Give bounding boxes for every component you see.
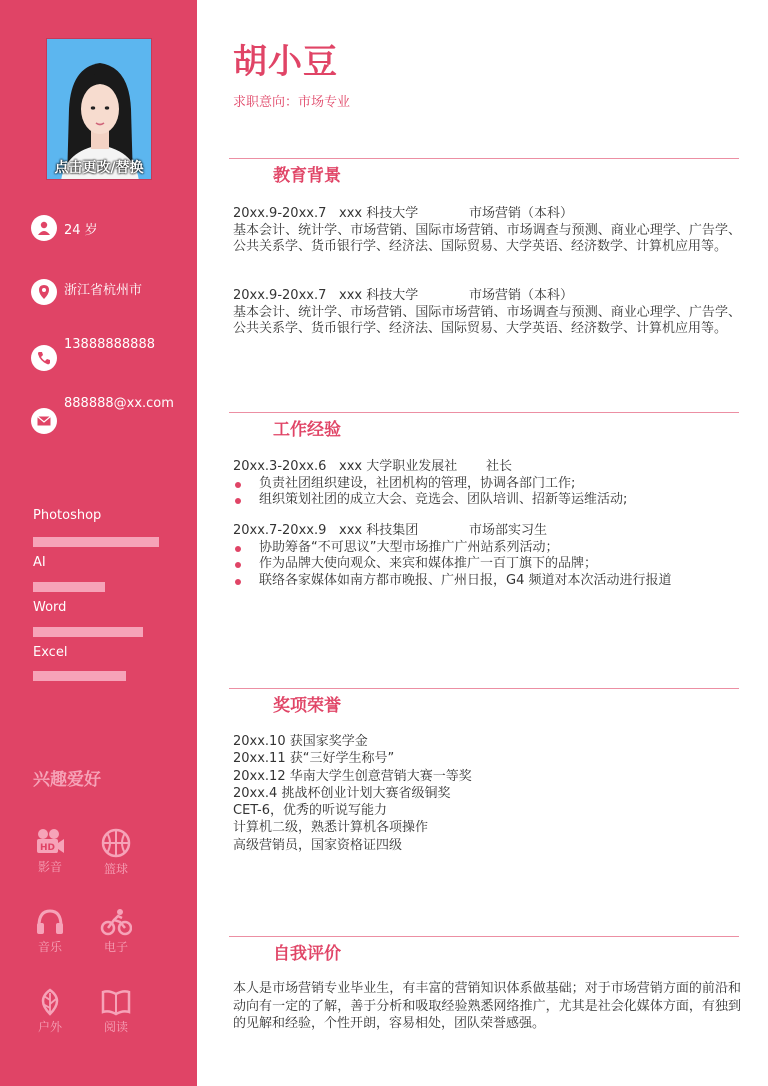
photo-caption[interactable]: 点击更改/替换: [54, 160, 144, 176]
job-intent: 求职意向：市场专业: [233, 95, 351, 110]
skill-level-photoshop: [33, 537, 159, 547]
contact-phone: [31, 337, 191, 383]
award-item: 高级营销员，国家资格证四级: [233, 837, 403, 853]
skill-name-excel: Excel: [33, 645, 68, 660]
work-entry: [233, 459, 741, 509]
awards-list: [233, 733, 741, 854]
work-bullet: 协助筹备“不可思议”大型市场推广广州站系列活动；: [233, 540, 741, 557]
profile-photo[interactable]: [46, 38, 152, 180]
award-item: 20xx.11 获“三好学生称号”: [233, 751, 395, 767]
hobby-video-label: 影音: [37, 860, 62, 874]
email-icon: [31, 408, 57, 434]
education-school: xxx 科技大学: [339, 206, 419, 221]
section-work-title: 工作经验: [273, 420, 341, 440]
skill-bar-photoshop: [33, 537, 159, 547]
section-divider: [229, 936, 739, 937]
skill-bar-ai: [33, 582, 159, 592]
work-org: xxx 大学职业发展社: [339, 459, 458, 474]
education-courses: 基本会计、统计学、市场营销、国际市场营销、市场调查与预测、商业心理学、广告学、公共关系学、货币银行学、经济法、国际贸易、大学英语、经济数学、计算机应用等。: [233, 222, 741, 254]
education-major: 市场营销（本科）: [469, 206, 574, 221]
contact-age: [31, 215, 191, 255]
section-education-title: 教育背景: [273, 166, 341, 186]
award-item: 20xx.12 华南大学生创意营销大赛一等奖: [233, 768, 472, 784]
skill-name-word: Word: [33, 600, 67, 615]
work-date: 20xx.7-20xx.9: [233, 523, 327, 538]
work-bullet: 联络各家媒体如南方都市晚报、广州日报，G4 频道对本次活动进行报道: [233, 573, 741, 590]
section-awards-header: [229, 688, 739, 718]
work-role: 社长: [486, 459, 513, 474]
section-awards-title: 奖项荣誉: [273, 696, 341, 716]
contact-location: [31, 279, 191, 319]
award-item: 20xx.4 挑战杯创业计划大赛省级铜奖: [233, 785, 451, 801]
education-date: 20xx.9-20xx.7: [233, 206, 327, 221]
leaf-icon: [35, 988, 65, 1016]
hobby-basketball-label: 篮球: [103, 862, 128, 876]
contact-email: [31, 396, 191, 446]
section-divider: [229, 688, 739, 689]
hobby-reading-label: 阅读: [103, 1020, 128, 1034]
education-entry-header: [233, 206, 741, 223]
work-date: 20xx.3-20xx.6: [233, 459, 327, 474]
work-entry-header: [233, 523, 741, 540]
person-icon: [31, 215, 57, 241]
award-item: 20xx.10 获国家奖学金: [233, 734, 368, 749]
skill-level-excel: [33, 671, 126, 681]
section-education-header: [229, 158, 739, 188]
contact-email-text: 888888@xx.com: [64, 396, 174, 411]
education-courses: 基本会计、统计学、市场营销、国际市场营销、市场调查与预测、商业心理学、广告学、公共关系学、货币银行学、经济法、国际贸易、大学英语、经济数学、计算机应用等。: [233, 304, 741, 336]
hobby-reading: [86, 988, 146, 1035]
skill-name-photoshop: Photoshop: [33, 508, 102, 523]
skill-level-ai: [33, 582, 105, 592]
section-divider: [229, 158, 739, 159]
basketball-icon: [101, 828, 131, 858]
hobbies-title: 兴趣爱好: [33, 770, 101, 790]
work-bullet: 作为品牌大使向观众、来宾和媒体推广一百丁旗下的品牌；: [233, 556, 741, 573]
contact-location-text: 浙江省杭州市: [64, 283, 143, 298]
contact-age-text: 24 岁: [64, 223, 98, 238]
headphones-icon: [35, 908, 65, 936]
skill-bar-word: [33, 627, 159, 637]
hobby-basketball: [86, 828, 146, 877]
section-self-eval-header: [229, 936, 739, 966]
education-date: 20xx.9-20xx.7: [233, 288, 327, 303]
open-book-icon: [100, 988, 132, 1016]
video-camera-icon: [34, 828, 66, 856]
award-item: CET-6，优秀的听说写能力: [233, 803, 388, 819]
work-bullet: 组织策划社团的成立大会、竞选会、团队培训、招新等运维活动;: [233, 492, 741, 509]
education-entry: [233, 288, 741, 338]
work-org: xxx 科技集团: [339, 523, 419, 538]
hobby-outdoor: [20, 988, 80, 1035]
education-major: 市场营销（本科）: [469, 288, 574, 303]
hobby-cycling: [86, 908, 146, 955]
contact-phone-text: 13888888888: [64, 337, 155, 352]
skill-level-word: [33, 627, 143, 637]
education-entry-header: [233, 288, 741, 305]
section-divider: [229, 412, 739, 413]
phone-icon: [31, 345, 57, 371]
work-role: 市场部实习生: [469, 523, 548, 538]
hobby-music: [20, 908, 80, 955]
section-self-eval-title: 自我评价: [273, 944, 341, 964]
award-item: 计算机二级，熟悉计算机各项操作: [233, 820, 429, 836]
skill-name-ai: AI: [33, 555, 46, 570]
hobby-outdoor-label: 户外: [37, 1020, 62, 1034]
cyclist-icon: [100, 908, 132, 936]
hobby-video: [20, 828, 80, 875]
hobby-music-label: 音乐: [37, 940, 62, 954]
sidebar: [0, 0, 197, 1086]
location-pin-icon: [31, 279, 57, 305]
section-work-header: [229, 412, 739, 442]
skill-bar-excel: [33, 671, 159, 681]
svg-text:HD: HD: [40, 843, 56, 853]
work-entry: [233, 523, 741, 589]
work-entry-header: [233, 459, 741, 476]
education-school: xxx 科技大学: [339, 288, 419, 303]
education-entry: [233, 206, 741, 256]
hobby-cycling-label: 电子: [103, 940, 128, 954]
person-name: 胡小豆: [233, 42, 338, 82]
work-bullet: 负责社团组织建设，社团机构的管理，协调各部门工作;: [233, 476, 741, 493]
self-eval-text: 本人是市场营销专业毕业生，有丰富的营销知识体系做基础；对于市场营销方面的前沿和动向有一定的了解，善于分析和吸取经验熟悉网络推广，尤其是社会化媒体方面，有独到的见解和经验，个性开朗，容易相处，团队荣誉感强。: [233, 981, 741, 1031]
